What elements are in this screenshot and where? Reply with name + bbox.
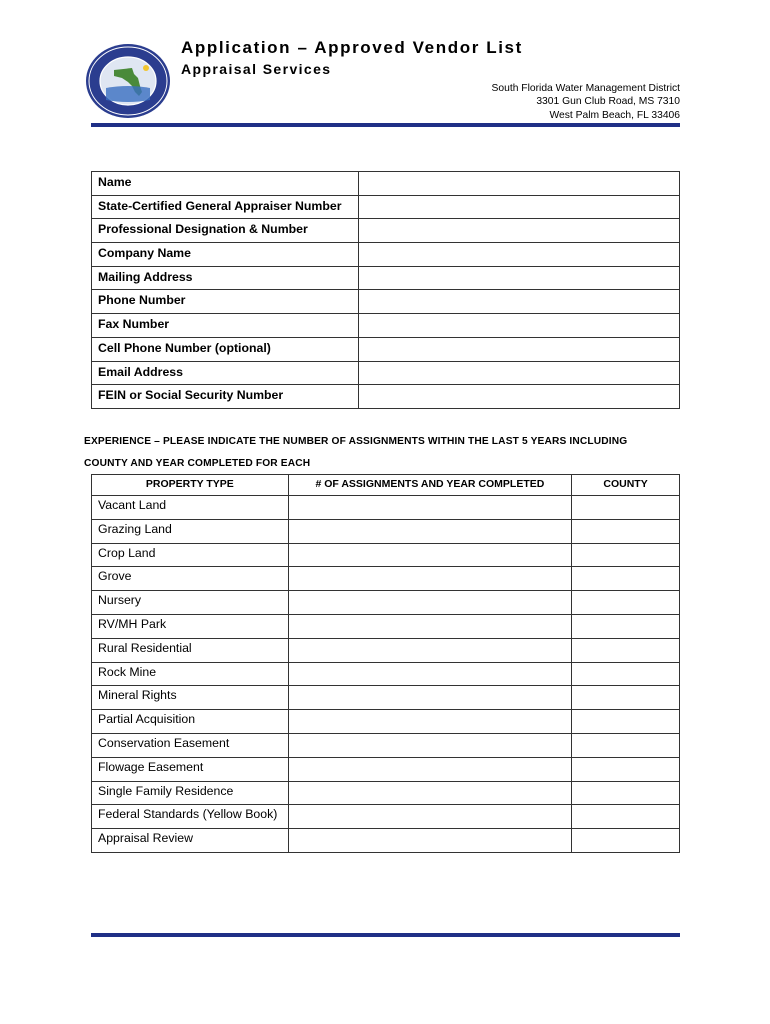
property-type-cell: Federal Standards (Yellow Book) [92,805,289,829]
experience-instructions-line-1: EXPERIENCE – PLEASE INDICATE THE NUMBER OF ASSIGNMENTS WITHIN THE LAST 5 YEARS INCLUDING [84,436,628,447]
info-label-appraiser-number: State-Certified General Appraiser Number [92,195,359,219]
table-row [92,638,680,662]
info-label-email: Email Address [92,361,359,385]
info-label-mailing-address: Mailing Address [92,266,359,290]
property-type-cell: Single Family Residence [92,781,289,805]
info-row [92,243,680,267]
assignments-cell[interactable] [288,829,571,853]
table-row [92,757,680,781]
county-cell[interactable] [572,710,680,734]
assignments-cell[interactable] [288,614,571,638]
info-field-phone[interactable] [359,290,680,314]
county-cell[interactable] [572,686,680,710]
info-row [92,290,680,314]
info-row [92,219,680,243]
table-row [92,496,680,520]
info-row [92,361,680,385]
property-type-cell: Flowage Easement [92,757,289,781]
info-field-name[interactable] [359,172,680,196]
assignments-cell[interactable] [288,757,571,781]
property-type-cell: Rock Mine [92,662,289,686]
county-cell[interactable] [572,519,680,543]
experience-header-row [92,475,680,496]
county-cell[interactable] [572,543,680,567]
info-field-company[interactable] [359,243,680,267]
experience-table [91,474,680,853]
property-type-cell: RV/MH Park [92,614,289,638]
property-type-cell: Appraisal Review [92,829,289,853]
county-cell[interactable] [572,662,680,686]
table-row [92,519,680,543]
footer-divider [91,933,680,937]
county-cell[interactable] [572,614,680,638]
info-label-phone: Phone Number [92,290,359,314]
table-row [92,543,680,567]
assignments-cell[interactable] [288,567,571,591]
assignments-cell[interactable] [288,710,571,734]
info-row [92,385,680,409]
form-subtitle: Appraisal Services [181,61,332,77]
info-field-fax[interactable] [359,314,680,338]
address-line-organization: South Florida Water Management District [491,83,680,94]
info-field-fein[interactable] [359,385,680,409]
county-cell[interactable] [572,496,680,520]
column-header-assignments: # OF ASSIGNMENTS AND YEAR COMPLETED [288,475,571,496]
county-cell[interactable] [572,781,680,805]
table-row [92,733,680,757]
assignments-cell[interactable] [288,496,571,520]
info-label-designation: Professional Designation & Number [92,219,359,243]
property-type-cell: Mineral Rights [92,686,289,710]
county-cell[interactable] [572,805,680,829]
property-type-cell: Vacant Land [92,496,289,520]
table-row [92,614,680,638]
info-row [92,195,680,219]
info-label-company: Company Name [92,243,359,267]
info-row [92,314,680,338]
info-row [92,266,680,290]
column-header-county: COUNTY [572,475,680,496]
district-address [492,82,680,122]
info-label-fax: Fax Number [92,314,359,338]
table-row [92,829,680,853]
assignments-cell[interactable] [288,519,571,543]
column-header-property-type: PROPERTY TYPE [92,475,289,496]
experience-instructions [84,431,704,474]
assignments-cell[interactable] [288,686,571,710]
property-type-cell: Grove [92,567,289,591]
county-cell[interactable] [572,733,680,757]
county-cell[interactable] [572,567,680,591]
address-line-city: West Palm Beach, FL 33406 [549,109,680,121]
info-label-fein: FEIN or Social Security Number [92,385,359,409]
assignments-cell[interactable] [288,733,571,757]
table-row [92,591,680,615]
property-type-cell: Crop Land [92,543,289,567]
county-cell[interactable] [572,757,680,781]
info-field-appraiser-number[interactable] [359,195,680,219]
info-label-name: Name [92,172,359,196]
assignments-cell[interactable] [288,662,571,686]
property-type-cell: Nursery [92,591,289,615]
table-row [92,662,680,686]
info-label-cell: Cell Phone Number (optional) [92,337,359,361]
header-divider [91,123,680,127]
district-seal-icon [84,42,172,120]
assignments-cell[interactable] [288,781,571,805]
table-row [92,781,680,805]
property-type-cell: Grazing Land [92,519,289,543]
table-row [92,805,680,829]
county-cell[interactable] [572,829,680,853]
info-field-designation[interactable] [359,219,680,243]
county-cell[interactable] [572,591,680,615]
property-type-cell: Conservation Easement [92,733,289,757]
assignments-cell[interactable] [288,543,571,567]
applicant-info-table [91,171,680,409]
info-field-mailing-address[interactable] [359,266,680,290]
address-line-street: 3301 Gun Club Road, MS 7310 [536,96,680,108]
property-type-cell: Partial Acquisition [92,710,289,734]
form-title: Application – Approved Vendor List [181,38,523,57]
assignments-cell[interactable] [288,805,571,829]
info-row [92,337,680,361]
assignments-cell[interactable] [288,638,571,662]
table-row [92,567,680,591]
assignments-cell[interactable] [288,591,571,615]
county-cell[interactable] [572,638,680,662]
table-row [92,710,680,734]
table-row [92,686,680,710]
property-type-cell: Rural Residential [92,638,289,662]
info-row [92,172,680,196]
info-field-email[interactable] [359,361,680,385]
experience-instructions-line-2: COUNTY AND YEAR COMPLETED FOR EACH [84,457,311,469]
info-field-cell[interactable] [359,337,680,361]
